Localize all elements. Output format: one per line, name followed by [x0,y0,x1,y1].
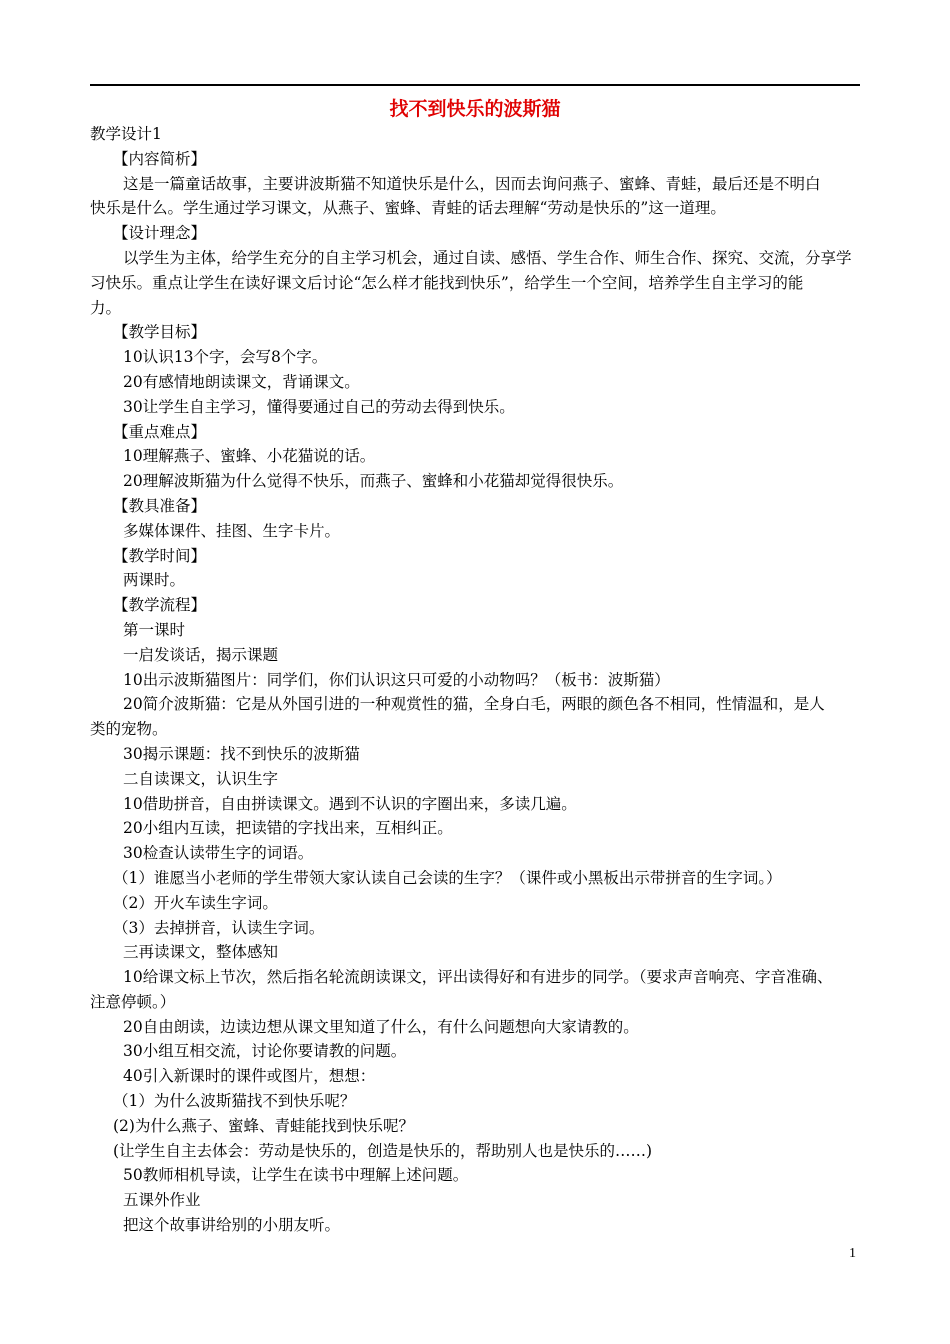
heading: 【内容简析】 [113,149,207,168]
subheading: 二自读课文，认识生字 [123,769,279,788]
list-item: 20自由朗读，边读边想从课文里知道了什么，有什么问题想向大家请教的。 [123,1017,639,1036]
list-item: 30让学生自主学习，懂得要通过自己的劳动去得到快乐。 [123,397,515,416]
heading: 【重点难点】 [113,422,207,441]
list-item: 10出示波斯猫图片：同学们，你们认识这只可爱的小动物吗？（板书：波斯猫） [123,670,670,689]
list-item: (让学生自主去体会：劳动是快乐的，创造是快乐的，帮助别人也是快乐的……) [113,1141,653,1160]
list-item: 20理解波斯猫为什么觉得不快乐，而燕子、蜜蜂和小花猫却觉得很快乐。 [123,472,624,491]
list-item: 20有感情地朗读课文，背诵课文。 [123,372,360,391]
header-rule [90,84,860,86]
list-item: （1）为什么波斯猫找不到快乐呢？ [113,1092,356,1111]
paragraph-line: 类的宠物。 [90,720,168,739]
paragraph-line: 注意停顿。） [90,992,176,1011]
list-item: 30小组互相交流，讨论你要请教的问题。 [123,1042,407,1061]
heading: 【教学流程】 [113,596,207,615]
section-label: 教学设计1 [90,125,162,143]
list-item: 40引入新课时的课件或图片，想想： [123,1067,376,1086]
list-item: 10借助拼音，自由拼读课文。遇到不认识的字圈出来，多读几遍。 [123,794,577,813]
paragraph-line: 快乐是什么。学生通过学习课文，从燕子、蜜蜂、青蛙的话去理解“劳动是快乐的”这一道理。 [90,199,726,218]
paragraph-line: 以学生为主体，给学生充分的自主学习机会，通过自读、感悟、学生合作、师生合作、探究、交流，分享学 [123,248,852,267]
subheading: 三再读课文，整体感知 [123,943,279,962]
list-item: 30揭示课题：找不到快乐的波斯猫 [123,744,360,763]
heading: 【设计理念】 [113,224,207,243]
list-item: 20小组内互读，把读错的字找出来，互相纠正。 [123,819,453,838]
list-item: 30检查认读带生字的词语。 [123,844,314,863]
paragraph-line: 这是一篇童话故事，主要讲波斯猫不知道快乐是什么，因而去询问燕子、蜜蜂、青蛙，最后还是不明白 [123,174,821,193]
list-item: （3）去掉拼音，认读生字词。 [113,918,325,937]
subheading: 一启发谈话，揭示课题 [123,645,279,664]
heading: 【教学目标】 [113,323,207,342]
paragraph-line: 习快乐。重点让学生在读好课文后讨论“怎么样才能找到快乐”，给学生一个空间，培养学生自主学习的能 [90,273,804,292]
list-item: 10认识13个字，会写8个字。 [123,348,328,367]
list-item: （2）开火车读生字词。 [113,893,278,912]
document-body [90,122,860,1238]
subheading: 五课外作业 [123,1191,201,1210]
subheading: 第一课时 [123,620,186,639]
page-number: 1 [849,1246,856,1261]
paragraph-line: 把这个故事讲给别的小朋友听。 [123,1216,341,1235]
list-item: （1）谁愿当小老师的学生带领大家认读自己会读的生字？（课件或小黑板出示带拼音的生字词。） [113,868,782,887]
list-item: (2)为什么燕子、蜜蜂、青蛙能找到快乐呢？ [113,1116,414,1135]
list-item: 10给课文标上节次，然后指名轮流朗读课文，评出读得好和有进步的同学。（要求声音响亮、字音准确、 [123,968,833,987]
paragraph-line: 两课时。 [123,571,186,590]
document-title: 找不到快乐的波斯猫 [389,98,561,120]
heading: 【教具准备】 [113,496,207,515]
heading: 【教学时间】 [113,546,207,565]
list-item: 10理解燕子、蜜蜂、小花猫说的话。 [123,447,376,466]
list-item: 20简介波斯猫：它是从外国引进的一种观赏性的猫，全身白毛，两眼的颜色各不相同，性情温和，是人 [123,695,825,714]
list-item: 50教师相机导读，让学生在读书中理解上述问题。 [123,1166,469,1185]
paragraph-line: 多媒体课件、挂图、生字卡片。 [123,521,341,540]
paragraph-line: 力。 [90,298,122,317]
